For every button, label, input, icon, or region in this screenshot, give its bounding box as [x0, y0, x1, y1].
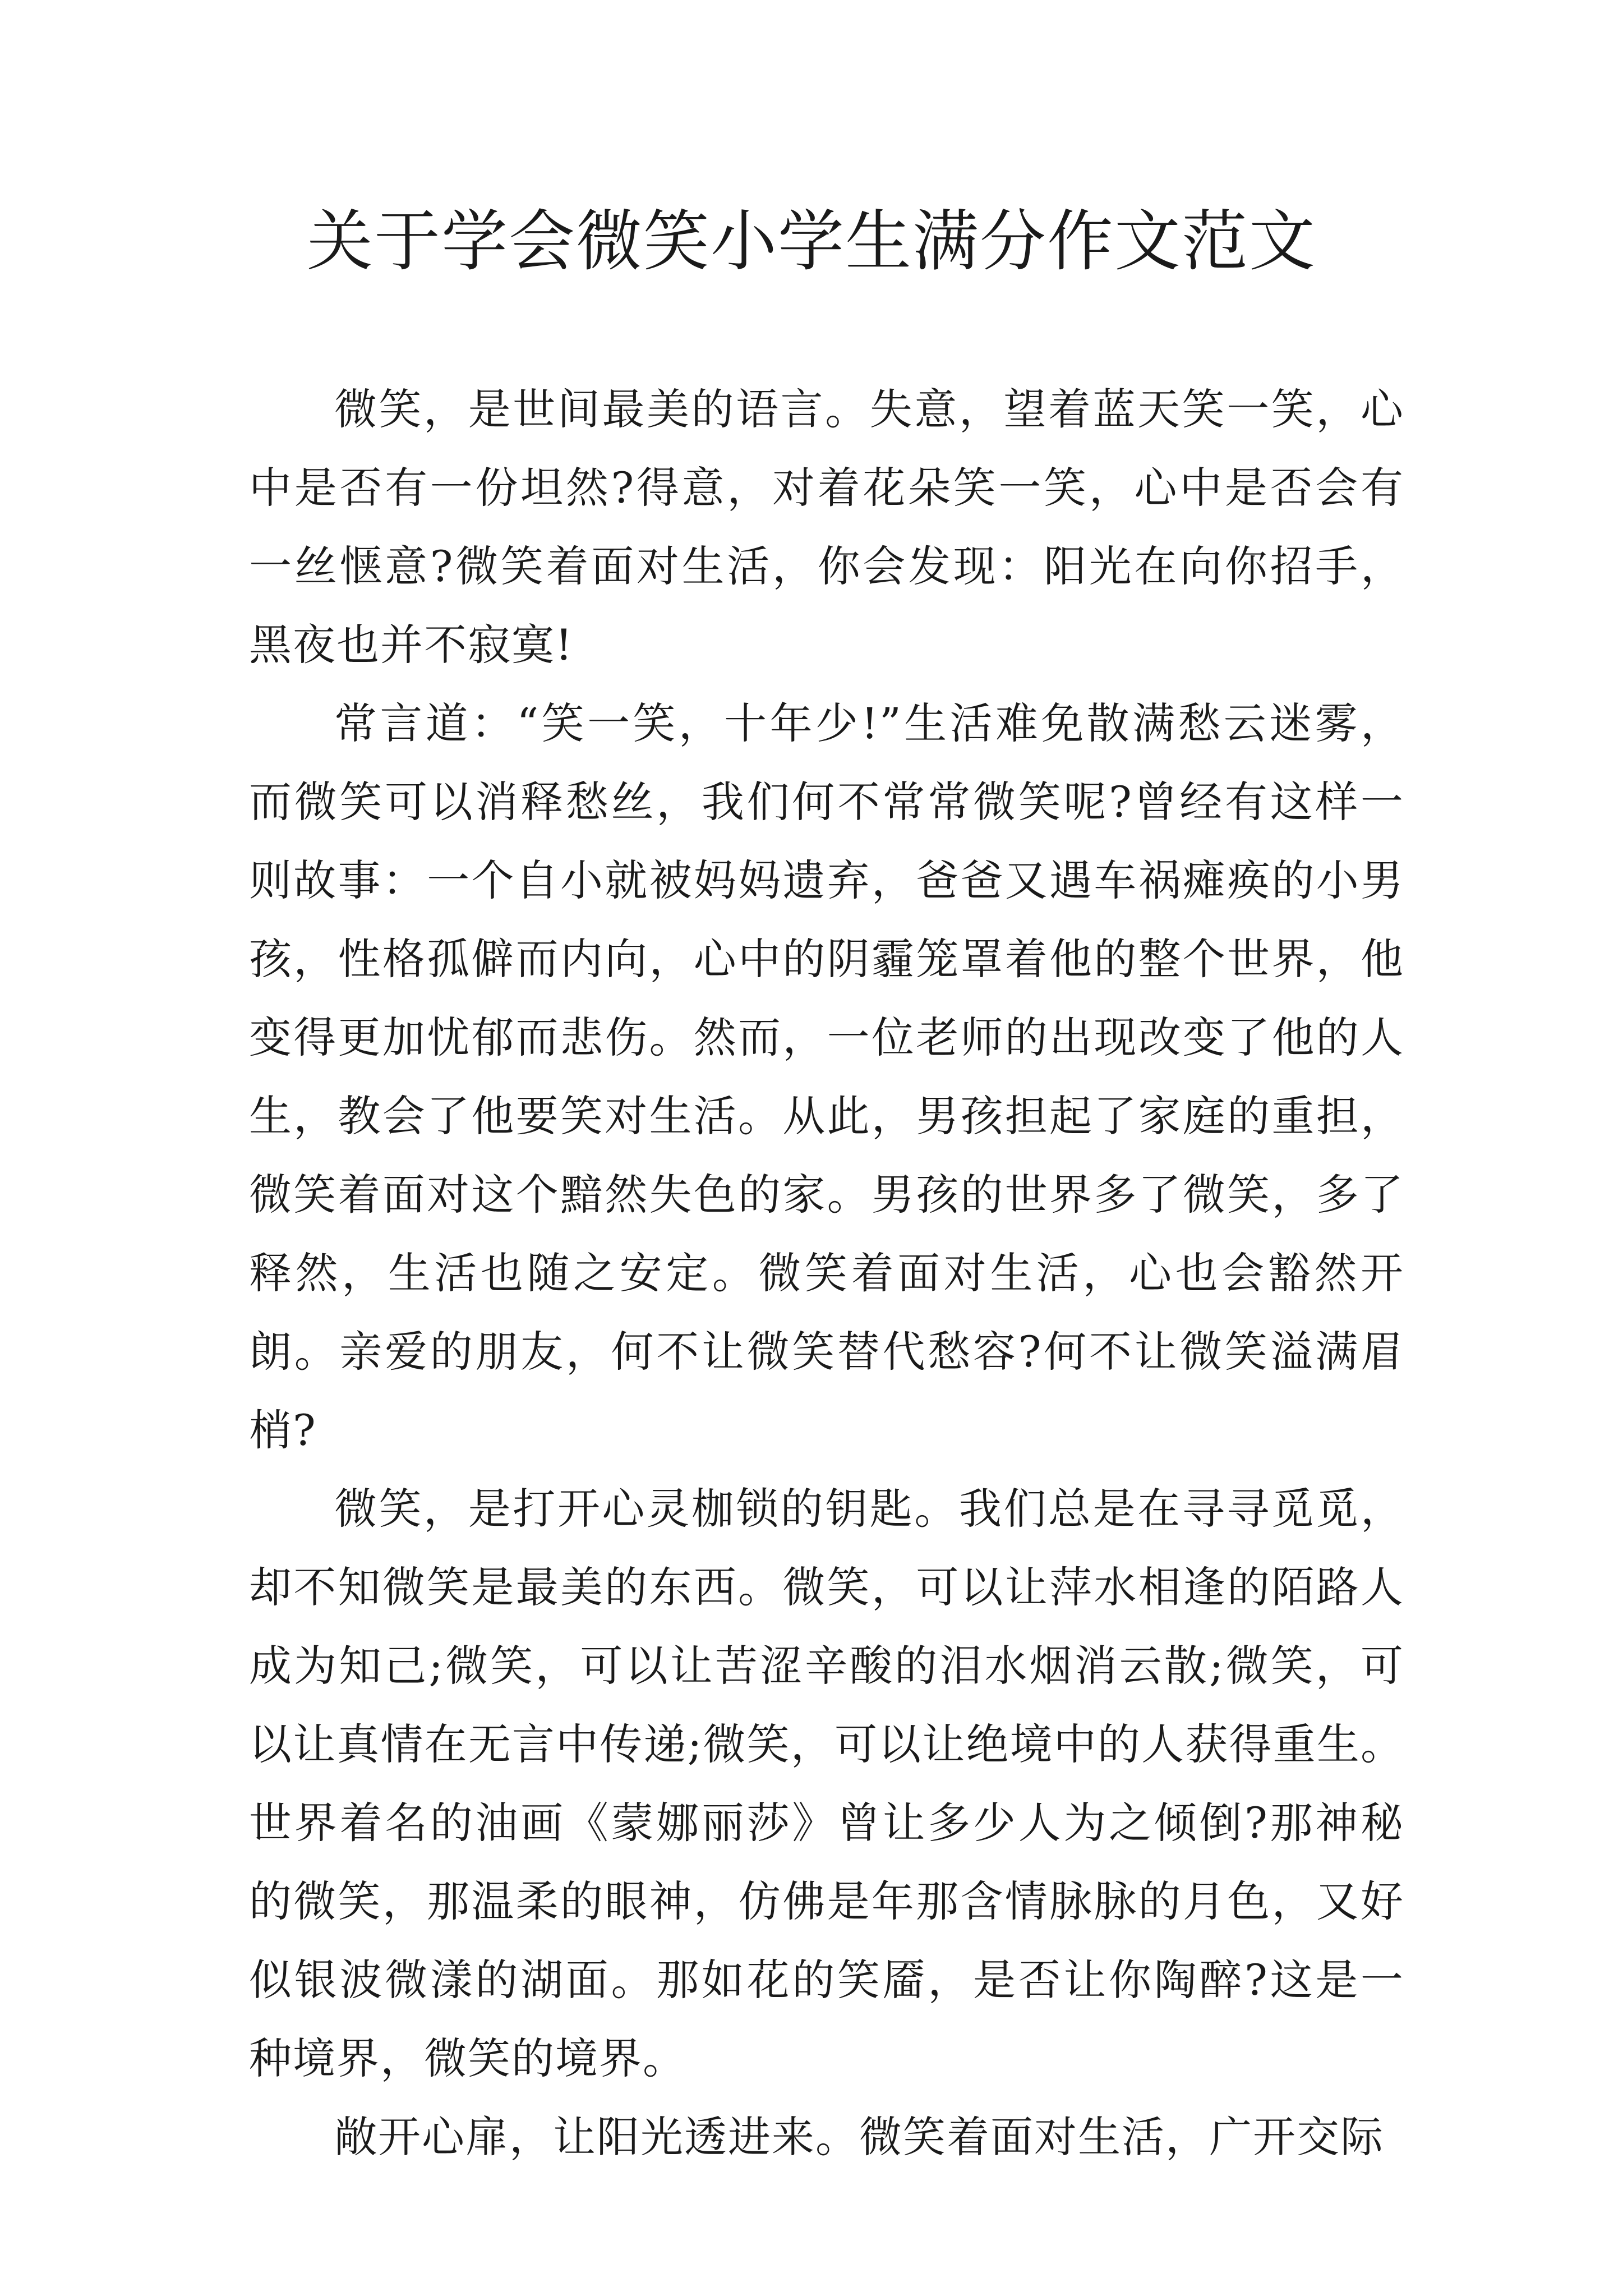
paragraph: 敞开心扉，让阳光透进来。微笑着面对生活，广开交际 — [334, 2112, 1384, 2162]
document-body — [249, 370, 1404, 2177]
paragraph: 微笑，是世间最美的语言。失意，望着蓝天笑一笑，心中是否有一份坦然?得意，对着花朵笑一笑，心中是否会有一丝惬意?微笑着面对生活，你会发现：阳光在向你招手，黑夜也并不寂寞! — [249, 384, 1404, 670]
document-title: 关于学会微笑小学生满分作文范文 — [306, 203, 1316, 280]
paragraph: 常言道：“笑一笑，十年少!”生活难免散满愁云迷雾，而微笑可以消释愁丝，我们何不常常微笑呢?曾经有这样一则故事：一个自小就被妈妈遗弃，爸爸又遇车祸瘫痪的小男孩，性格孤僻而内向，心中的阴霾笼罩着他的整个世界，他变得更加忧郁而悲伤。然而，一位老师的出现改变了他的人生，教会了他要笑对生活。从此，男孩担起了家庭的重担，微笑着面对这个黯然失色的家。男孩的世界多了微笑，多了释然，生活也随之安定。微笑着面对生活，心也会豁然开朗。亲爱的朋友，何不让微笑替代愁容?何不让微笑溢满眉梢? — [249, 698, 1404, 1455]
paragraph: 微笑，是打开心灵枷锁的钥匙。我们总是在寻寻觅觅，却不知微笑是最美的东西。微笑，可以让萍水相逢的陌路人成为知己;微笑，可以让苦涩辛酸的泪水烟消云散;微笑，可以让真情在无言中传递;微笑，可以让绝境中的人获得重生。世界着名的油画《蒙娜丽莎》曾让多少人为之倾倒?那神秘的微笑，那温柔的眼神，仿佛是年那含情脉脉的月色，又好似银波微漾的湖面。那如花的笑靥，是否让你陶醉?这是一种境界，微笑的境界。 — [249, 1484, 1404, 2083]
